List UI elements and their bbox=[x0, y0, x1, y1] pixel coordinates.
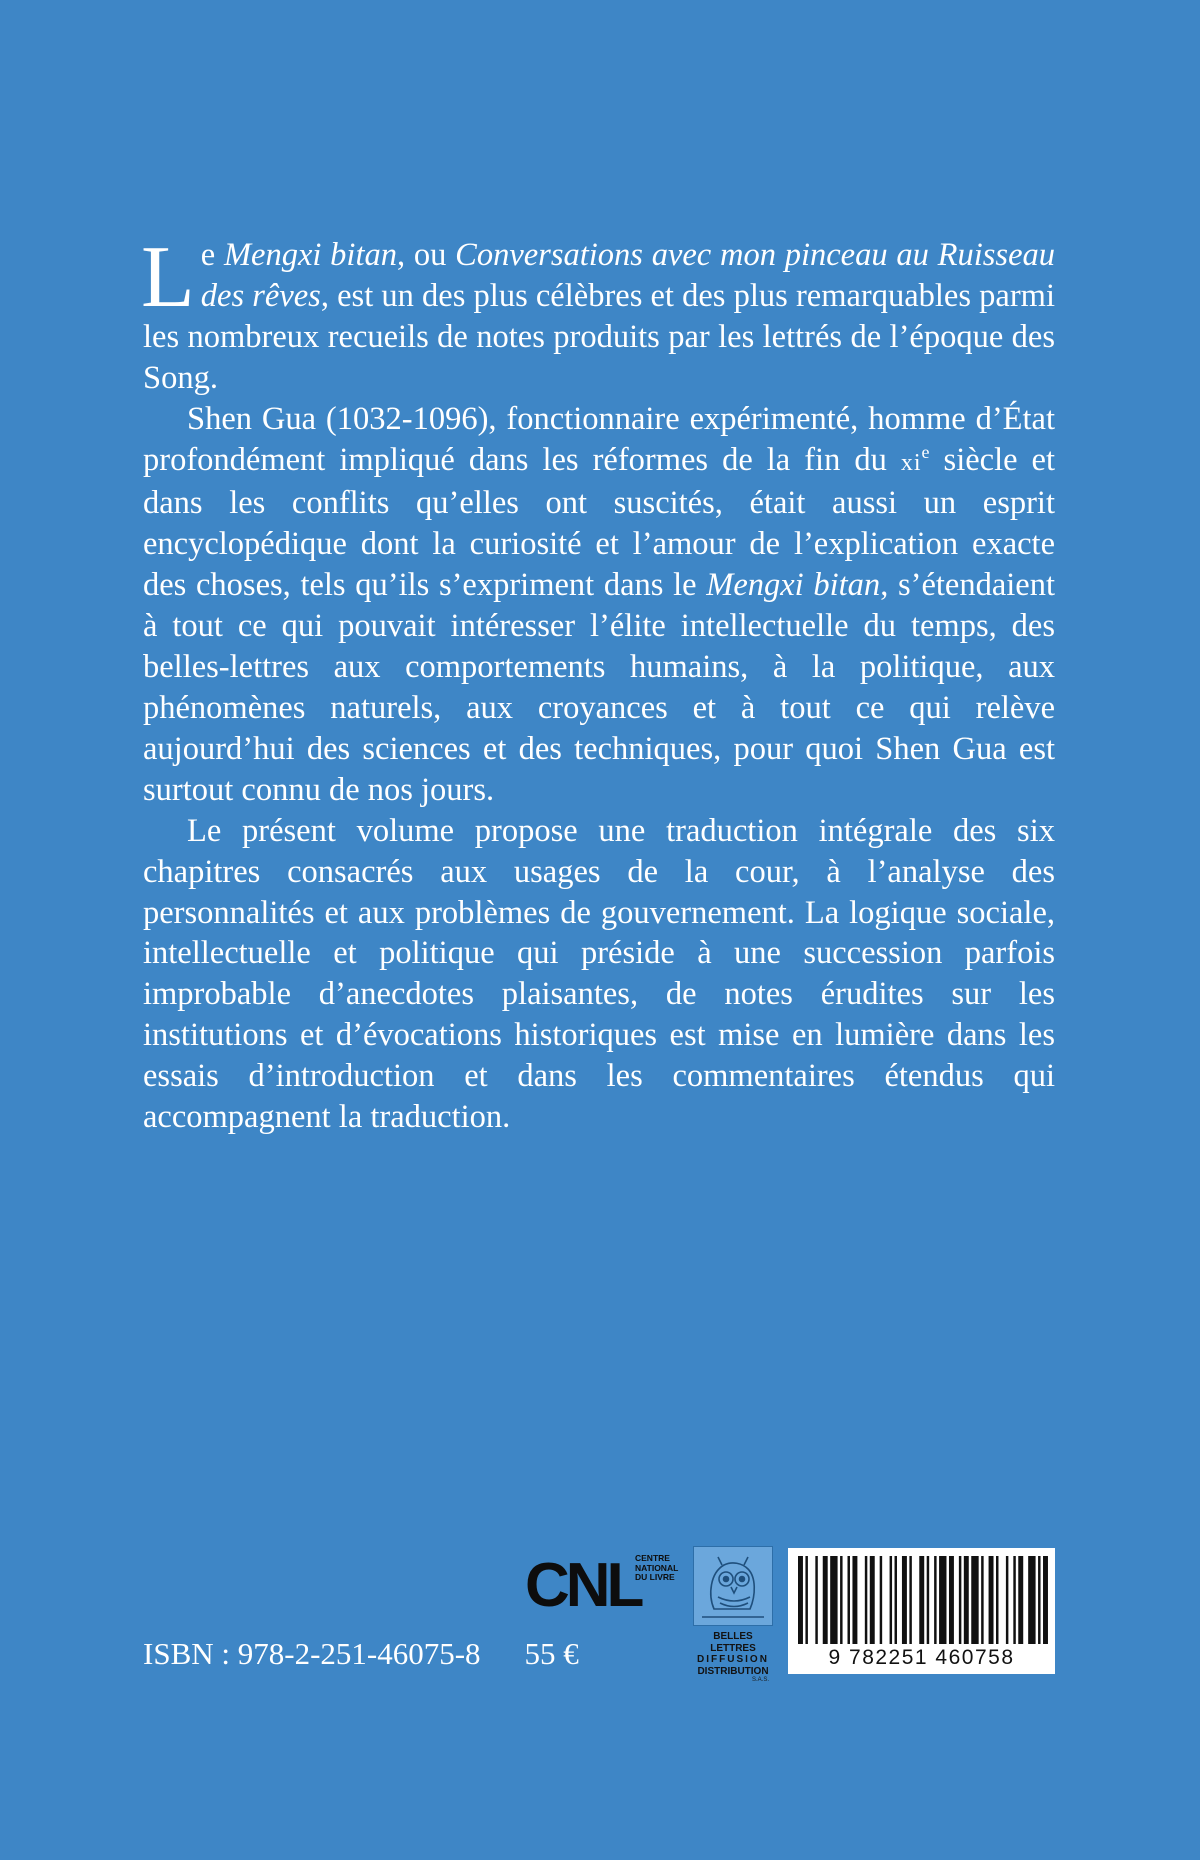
book-title-italic: Mengxi bitan bbox=[223, 237, 397, 273]
blurb-text: Shen Gua (1032-1096), fonctionnaire expérimenté, homme d’État profondément impliqué dans les réformes de la fin du bbox=[143, 400, 1055, 478]
cnl-caption-line: NATIONAL bbox=[635, 1562, 679, 1573]
barcode-bar bbox=[1028, 1556, 1035, 1644]
century-superscript: e bbox=[921, 441, 930, 462]
cnl-letters: CNL bbox=[525, 1551, 641, 1620]
owl-emblem-icon bbox=[693, 1546, 773, 1626]
distributor-name bbox=[693, 1631, 773, 1677]
price: 55 € bbox=[524, 1636, 579, 1671]
barcode-bar bbox=[1006, 1556, 1008, 1644]
barcode-bar bbox=[1013, 1556, 1015, 1644]
barcode-bar bbox=[895, 1556, 897, 1644]
barcode-bar bbox=[870, 1556, 875, 1644]
distributor-sas: S.A.S. bbox=[751, 1677, 769, 1683]
blurb-paragraph-3: Le présent volume propose une traduction intégrale des six chapitres consacrés aux usages de la cour, à l’analyse des personnalités et aux problèmes de gouvernement. La logique sociale, intellectuelle et politique qui préside à une succession parfois improbable d’anecdotes plaisantes, de notes érudites sur les institutions et d’évocations historiques est mise en lumière dans les essais d’introduction et dans les commentaires étendus qui accompagnent la traduction. bbox=[143, 812, 1055, 1136]
belles-lettres-logo bbox=[693, 1546, 775, 1688]
barcode-bar bbox=[840, 1556, 842, 1644]
blurb-text: siècle et dans les conflits qu’elles ont suscités, était aussi un esprit encyclopédique dont la curiosité et l’amour de l’explication exacte des choses, tels qu’ils s’expriment dans le bbox=[143, 441, 1055, 604]
barcode-bar bbox=[971, 1556, 978, 1644]
distributor-line: DIFFUSION bbox=[697, 1654, 769, 1665]
barcode-number: 9 782251 460758 bbox=[828, 1646, 1015, 1669]
blurb-paragraph-1 bbox=[141, 229, 1055, 399]
barcode-bar bbox=[927, 1556, 929, 1644]
cnl-logo bbox=[525, 1546, 679, 1646]
blurb-text: , ou bbox=[397, 237, 456, 273]
century-numeral: xi bbox=[900, 449, 922, 476]
barcode-bar bbox=[981, 1556, 983, 1644]
barcode-bar bbox=[902, 1556, 907, 1644]
barcode-bar bbox=[919, 1556, 924, 1644]
barcode-bar bbox=[959, 1556, 961, 1644]
barcode-bar bbox=[939, 1556, 946, 1644]
barcode-bar bbox=[823, 1556, 828, 1644]
barcode-bar bbox=[815, 1556, 817, 1644]
barcode-bar bbox=[890, 1556, 892, 1644]
barcode-bar bbox=[1043, 1556, 1048, 1644]
barcode-bar bbox=[865, 1556, 867, 1644]
barcode-bar bbox=[848, 1556, 850, 1644]
barcode-bar bbox=[964, 1556, 969, 1644]
book-title-italic: Conversations avec mon pinceau au Ruisseau des rêves bbox=[200, 237, 1055, 314]
barcode-bar bbox=[805, 1556, 807, 1644]
blurb-text: e bbox=[200, 237, 224, 273]
blurb-text: , est un des plus célèbres et des plus remarquables parmi les nombreux recueils de notes produits par les lettrés de l’époque des Song. bbox=[143, 277, 1055, 396]
book-title-italic: Mengxi bitan bbox=[706, 567, 881, 604]
distributor-line: BELLES LETTRES bbox=[710, 1631, 756, 1654]
barcode-bar bbox=[949, 1556, 954, 1644]
isbn-price-row bbox=[143, 1636, 579, 1672]
barcode bbox=[788, 1548, 1055, 1674]
blurb-text: , s’étendaient à tout ce qui pouvait intéresser l’élite intellectuelle du temps, des belles-lettres aux comportements humains, à la politique, aux phénomènes naturels, aux croyances et à tout ce qui relève aujourd’hui des sciences et des techniques, pour quoi Shen Gua est surtout connu de nos jours. bbox=[143, 567, 1055, 808]
barcode-bar bbox=[830, 1556, 837, 1644]
drop-cap: L bbox=[141, 229, 195, 326]
barcode-bar bbox=[909, 1556, 911, 1644]
barcode-bar bbox=[1018, 1556, 1023, 1644]
barcode-bar bbox=[852, 1556, 857, 1644]
cnl-caption bbox=[635, 1554, 681, 1583]
barcode-bar bbox=[989, 1556, 994, 1644]
distributor-line: DISTRIBUTION bbox=[697, 1665, 769, 1677]
barcode-bar bbox=[880, 1556, 882, 1644]
isbn: ISBN : 978-2-251-46075-8 bbox=[143, 1636, 481, 1671]
barcode-bar bbox=[1038, 1556, 1040, 1644]
blurb-paragraph-2 bbox=[143, 399, 1055, 811]
barcode-bar bbox=[996, 1556, 998, 1644]
cnl-caption-line: CENTRE bbox=[635, 1553, 670, 1563]
barcode-bar bbox=[934, 1556, 936, 1644]
barcode-bar bbox=[798, 1556, 803, 1644]
cnl-caption-line: DU LIVRE bbox=[635, 1572, 675, 1582]
barcode-bars bbox=[788, 1548, 1055, 1648]
back-cover-blurb bbox=[141, 229, 1055, 1138]
